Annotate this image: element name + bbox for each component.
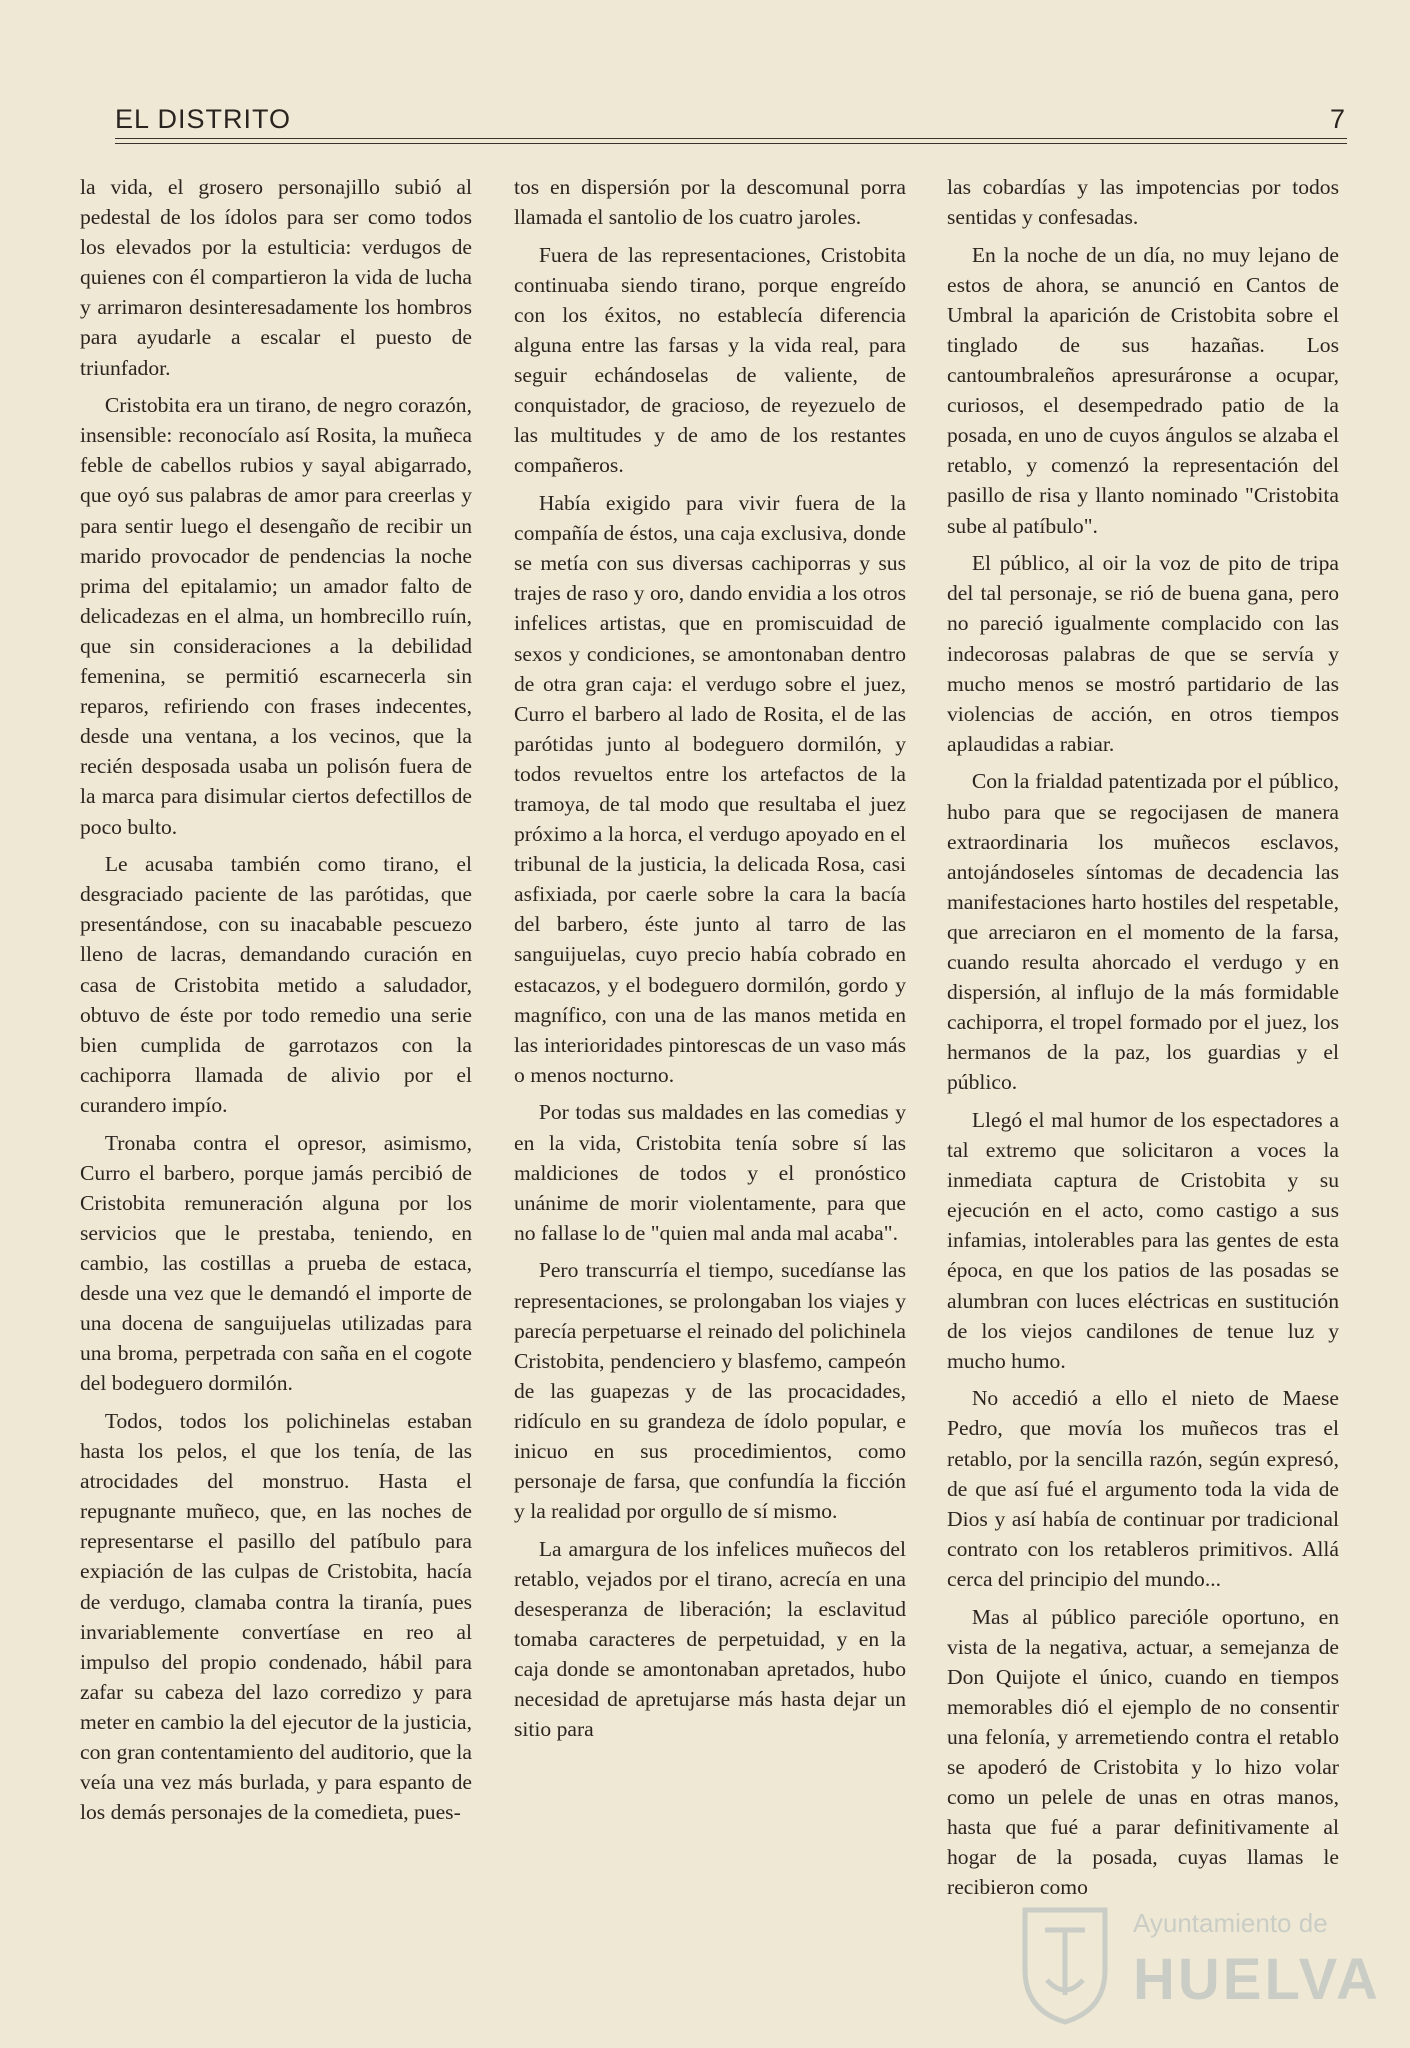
paragraph: Todos, todos los polichinelas estaban hasta los pelos, el que los tenía, de las atrocidades del monstruo. Hasta el repugnante muñeco, que, en las noches de representarse el pasillo del patíbulo para expiación de las culpas de Cristobita, hacía de verdugo, clamaba contra la tiranía, pues invariablemente convertíase en reo al impulso del propio condenado, hábil para zafar su cabeza del lazo corredizo y para meter en cambio la del ejecutor de la justicia, con gran contentamiento del auditorio, que la veía una vez más burlada, y para espanto de los demás personajes de la comedieta, pues- <box>80 1408 472 1825</box>
header-rule-bottom <box>115 143 1347 144</box>
watermark-line-1: Ayuntamiento de <box>1133 1908 1328 1938</box>
paragraph: Por todas sus maldades en las comedias y en la vida, Cristobita tenía sobre sí las maldiciones de todos y el pronóstico unánime de morir violentamente, para que no fallase lo de "quien mal anda mal acaba". <box>514 1100 906 1245</box>
paragraph: No accedió a ello el nieto de Maese Pedro, que movía los muñecos tras el retablo, por la sencilla razón, según expresó, de que así fué el argumento toda la vida de Dios y así había de continuar por tradicional contrato con los retableros primitivos. Allá cerca del principio del mundo... <box>947 1386 1339 1591</box>
paragraph: tos en dispersión por la descomunal porra llamada el santolio de los cuatro jaroles. <box>514 175 906 230</box>
archive-watermark <box>1015 1890 1381 2030</box>
header-rule-top <box>115 138 1347 139</box>
paragraph: Mas al público parecióle oportuno, en vista de la negativa, actuar, a semejanza de Don Quijote el único, cuando en tiempos memorables dió el ejemplo de no consentir una felonía, y arremetiendo contra el retablo se apoderó de Cristobita y lo hizo volar como un pelele de unas en otras manos, hasta que fué a parar definitivamente al hogar de la posada, cuyas llamas le recibieron como <box>947 1604 1339 1900</box>
paragraph: Cristobita era un tirano, de negro corazón, insensible: reconocíalo así Rosita, la muñeca feble de cabellos rubios y sayal abigarrado, que oyó sus palabras de amor para creerlas y para sentir luego el desengaño de recibir un marido provocador de pendencias la noche prima del epitalamio; un amador falto de delicadezas en el alma, un hombrecillo ruín, que sin consideraciones a la debilidad femenina, se permitió escarnecerla sin reparos, refiriendo con frases indecentes, desde una ventana, a los vecinos, que la recién desposada usaba un polisón fuera de la marca para disimular ciertos defectillos de poco bulto. <box>80 393 472 839</box>
paragraph: El público, al oir la voz de pito de tripa del tal personaje, se rió de buena gana, pero no pareció igualmente complacido con las indecorosas palabras de que se servía y mucho menos se mostró partidario de las violencias de acción, en otros tiempos aplaudidas a rabiar. <box>947 551 1339 756</box>
paragraph: Fuera de las representaciones, Cristobita continuaba siendo tirano, porque engreído con los éxitos, no establecía diferencia alguna entre las farsas y la vida real, para seguir echándoselas de valiente, de conquistador, de gracioso, de reyezuelo de las multitudes y de amo de los restantes compañeros. <box>514 242 906 478</box>
paragraph: En la noche de un día, no muy lejano de estos de ahora, se anunció en Cantos de Umbral la aparición de Cristobita sobre el tinglado de sus hazañas. Los cantoumbraleños apresuráronse a ocupar, curiosos, el desempedrado patio de la posada, en uno de cuyos ángulos se alzaba el retablo, y comenzó la representación del pasillo de risa y llanto nominado "Cristobita sube al patíbulo". <box>947 242 1339 538</box>
article-column-2 <box>514 172 906 1752</box>
article-column-3 <box>947 172 1339 1910</box>
paragraph: La amargura de los infelices muñecos del retablo, vejados por el tirano, acrecía en una desesperanza de liberación; la esclavitud tomaba caracteres de perpetuidad, y en la caja donde se amontonaban apretados, hubo necesidad de apretujarse más hasta dejar un sitio para <box>514 1536 906 1742</box>
paragraph: Le acusaba también como tirano, el desgraciado paciente de las parótidas, que presentándose, con su inacabable pescuezo lleno de lacras, demandando curación en casa de Cristobita metido a saludador, obtuvo de éste por todo remedio una serie bien cumplida de garrotazos con la cachiporra llamada de alivio por el curandero impío. <box>80 852 472 1117</box>
masthead: EL DISTRITO <box>115 104 292 134</box>
paragraph: Con la frialdad patentizada por el público, hubo para que se regocijasen de manera extraordinaria los muñecos esclavos, antojándoseles síntomas de decadencia las manifestaciones harto hostiles del respetable, que arreciaron en el momento de la farsa, cuando resulta ahorcado el verdugo y en dispersión, al influjo de la más formidable cachiporra, el tropel formado por el juez, los hermanos de la paz, los guardias y el público. <box>947 769 1339 1095</box>
page-number: 7 <box>1329 104 1345 134</box>
page-header <box>115 104 1345 140</box>
paragraph: Llegó el mal humor de los espectadores a tal extremo que solicitaron a voces la inmediata captura de Cristobita y su ejecución en el acto, como castigo a sus infamias, intolerables para las gentes de esta época, en que los patios de las posadas se alumbran con luces eléctricas en sustitución de los viejos candilones de tenue luz y mucho humo. <box>947 1108 1339 1373</box>
paragraph: Tronaba contra el opresor, asimismo, Curro el barbero, porque jamás percibió de Cristobita remuneración alguna por los servicios que le prestaba, teniendo, en cambio, las costillas a prueba de estaca, desde una vez que le demandó el importe de una docena de sanguijuelas utilizadas para una broma, perpetrada con saña en el cogote del bodeguero dormilón. <box>80 1130 472 1396</box>
coat-of-arms-icon <box>1015 1900 1115 2025</box>
paragraph: las cobardías y las impotencias por todos sentidas y confesadas. <box>947 175 1339 230</box>
article-column-1 <box>80 172 472 1835</box>
paragraph: Pero transcurría el tiempo, sucedíanse las representaciones, se prolongaban los viajes y parecía perpetuarse el reinado del polichinela Cristobita, pendenciero y blasfemo, campeón de las guapezas y de las procacidades, ridículo en su grandeza de ídolo popular, e inicuo en sus procedimientos, como personaje de farsa, que confundía la ficción y la realidad por orgullo de sí mismo. <box>514 1258 906 1524</box>
paragraph: la vida, el grosero personajillo subió al pedestal de los ídolos para ser como todos los elevados por la estulticia: verdugos de quienes con él compartieron la vida de lucha y arrimaron desinteresadamente los hombros para ayudarle a escalar el puesto de triunfador. <box>80 175 472 380</box>
paragraph: Había exigido para vivir fuera de la compañía de éstos, una caja exclusiva, donde se metía con sus diversas cachiporras y sus trajes de raso y oro, dando envidia a los otros infelices artistas, que en promiscuidad de sexos y condiciones, se amontonaban dentro de otra gran caja: el verdugo sobre el juez, Curro el barbero al lado de Rosita, el de las parótidas junto al bodeguero dormilón, y todos revueltos entre los artefactos de la tramoya, de tal modo que resultaba el juez próximo a la horca, el verdugo apoyado en el tribunal de la justicia, la delicada Rosa, casi asfixiada, por caerle sobre la cara la bacía del barbero, éste junto al tarro de las sanguijuelas, cuyo precio había cobrado en estacazos, y el bodeguero dormilón, gordo y magnífico, con una de las manos metida en las interioridades pintorescas de un vaso más o menos nocturno. <box>514 491 906 1087</box>
watermark-line-2: HUELVA <box>1133 1947 1381 2012</box>
